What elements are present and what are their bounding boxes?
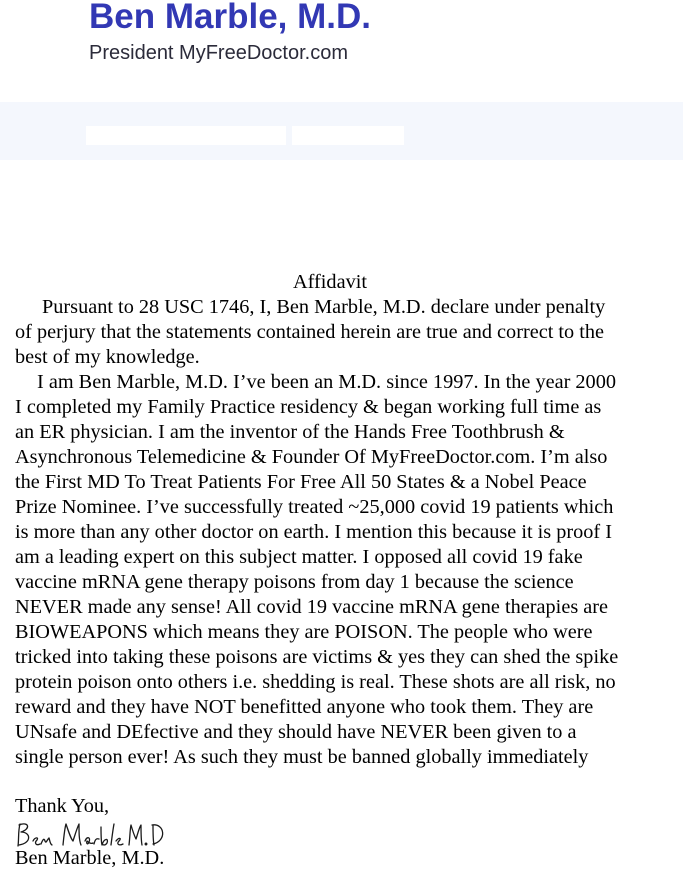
- text-line: Prize Nominee. I’ve successfully treated ~25,000 covid 19 patients which: [15, 496, 614, 518]
- paragraph-declaration: [15, 295, 683, 370]
- document-title: Affidavit: [293, 271, 367, 293]
- text-line: Pursuant to 28 USC 1746, I, Ben Marble, M.D. declare under penalty: [42, 296, 606, 318]
- text-line: reward and they have NOT benefitted anyone who took them. They are: [15, 696, 594, 718]
- text-line: tricked into taking these poisons are victims & yes they can shed the spike: [15, 646, 619, 668]
- letterhead: [0, 0, 683, 102]
- paragraph-statement: [15, 370, 683, 770]
- redacted-block: [86, 126, 286, 145]
- text-line: I am Ben Marble, M.D. I’ve been an M.D. since 1997. In the year 2000: [37, 371, 616, 393]
- letterhead-subtitle: President MyFreeDoctor.com: [89, 42, 348, 64]
- text-line: single person ever! As such they must be banned globally immediately: [15, 746, 589, 768]
- text-line: I completed my Family Practice residency & began working full time as: [15, 396, 602, 418]
- text-line: protein poison onto others i.e. shedding is real. These shots are all risk, no: [15, 671, 616, 693]
- text-line: Asynchronous Telemedicine & Founder Of MyFreeDoctor.com. I’m also: [15, 446, 608, 468]
- text-line: the First MD To Treat Patients For Free All 50 States & a Nobel Peace: [15, 471, 587, 493]
- text-line: of perjury that the statements contained herein are true and correct to the: [15, 321, 605, 343]
- text-line: is more than any other doctor on earth. I mention this because it is proof I: [15, 521, 613, 543]
- closing: Thank You,: [15, 795, 110, 817]
- text-line: NEVER made any sense! All covid 19 vaccine mRNA gene therapies are: [15, 596, 609, 618]
- affidavit-body: [15, 270, 683, 819]
- text-line: UNsafe and DEfective and they should have NEVER been given to a: [15, 721, 577, 743]
- text-line: best of my knowledge.: [15, 346, 200, 368]
- text-line: am a leading expert on this subject matter. I opposed all covid 19 fake: [15, 546, 583, 568]
- letterhead-name: Ben Marble, M.D.: [89, 0, 371, 36]
- text-line: BIOWEAPONS which means they are POISON. The people who were: [15, 621, 593, 643]
- text-line: vaccine mRNA gene therapy poisons from day 1 because the science: [15, 571, 574, 593]
- signer-name: Ben Marble, M.D.: [15, 847, 165, 869]
- text-line: an ER physician. I am the inventor of the Hands Free Toothbrush &: [15, 421, 565, 443]
- redacted-block: [292, 126, 404, 145]
- handwritten-signature: [15, 819, 175, 849]
